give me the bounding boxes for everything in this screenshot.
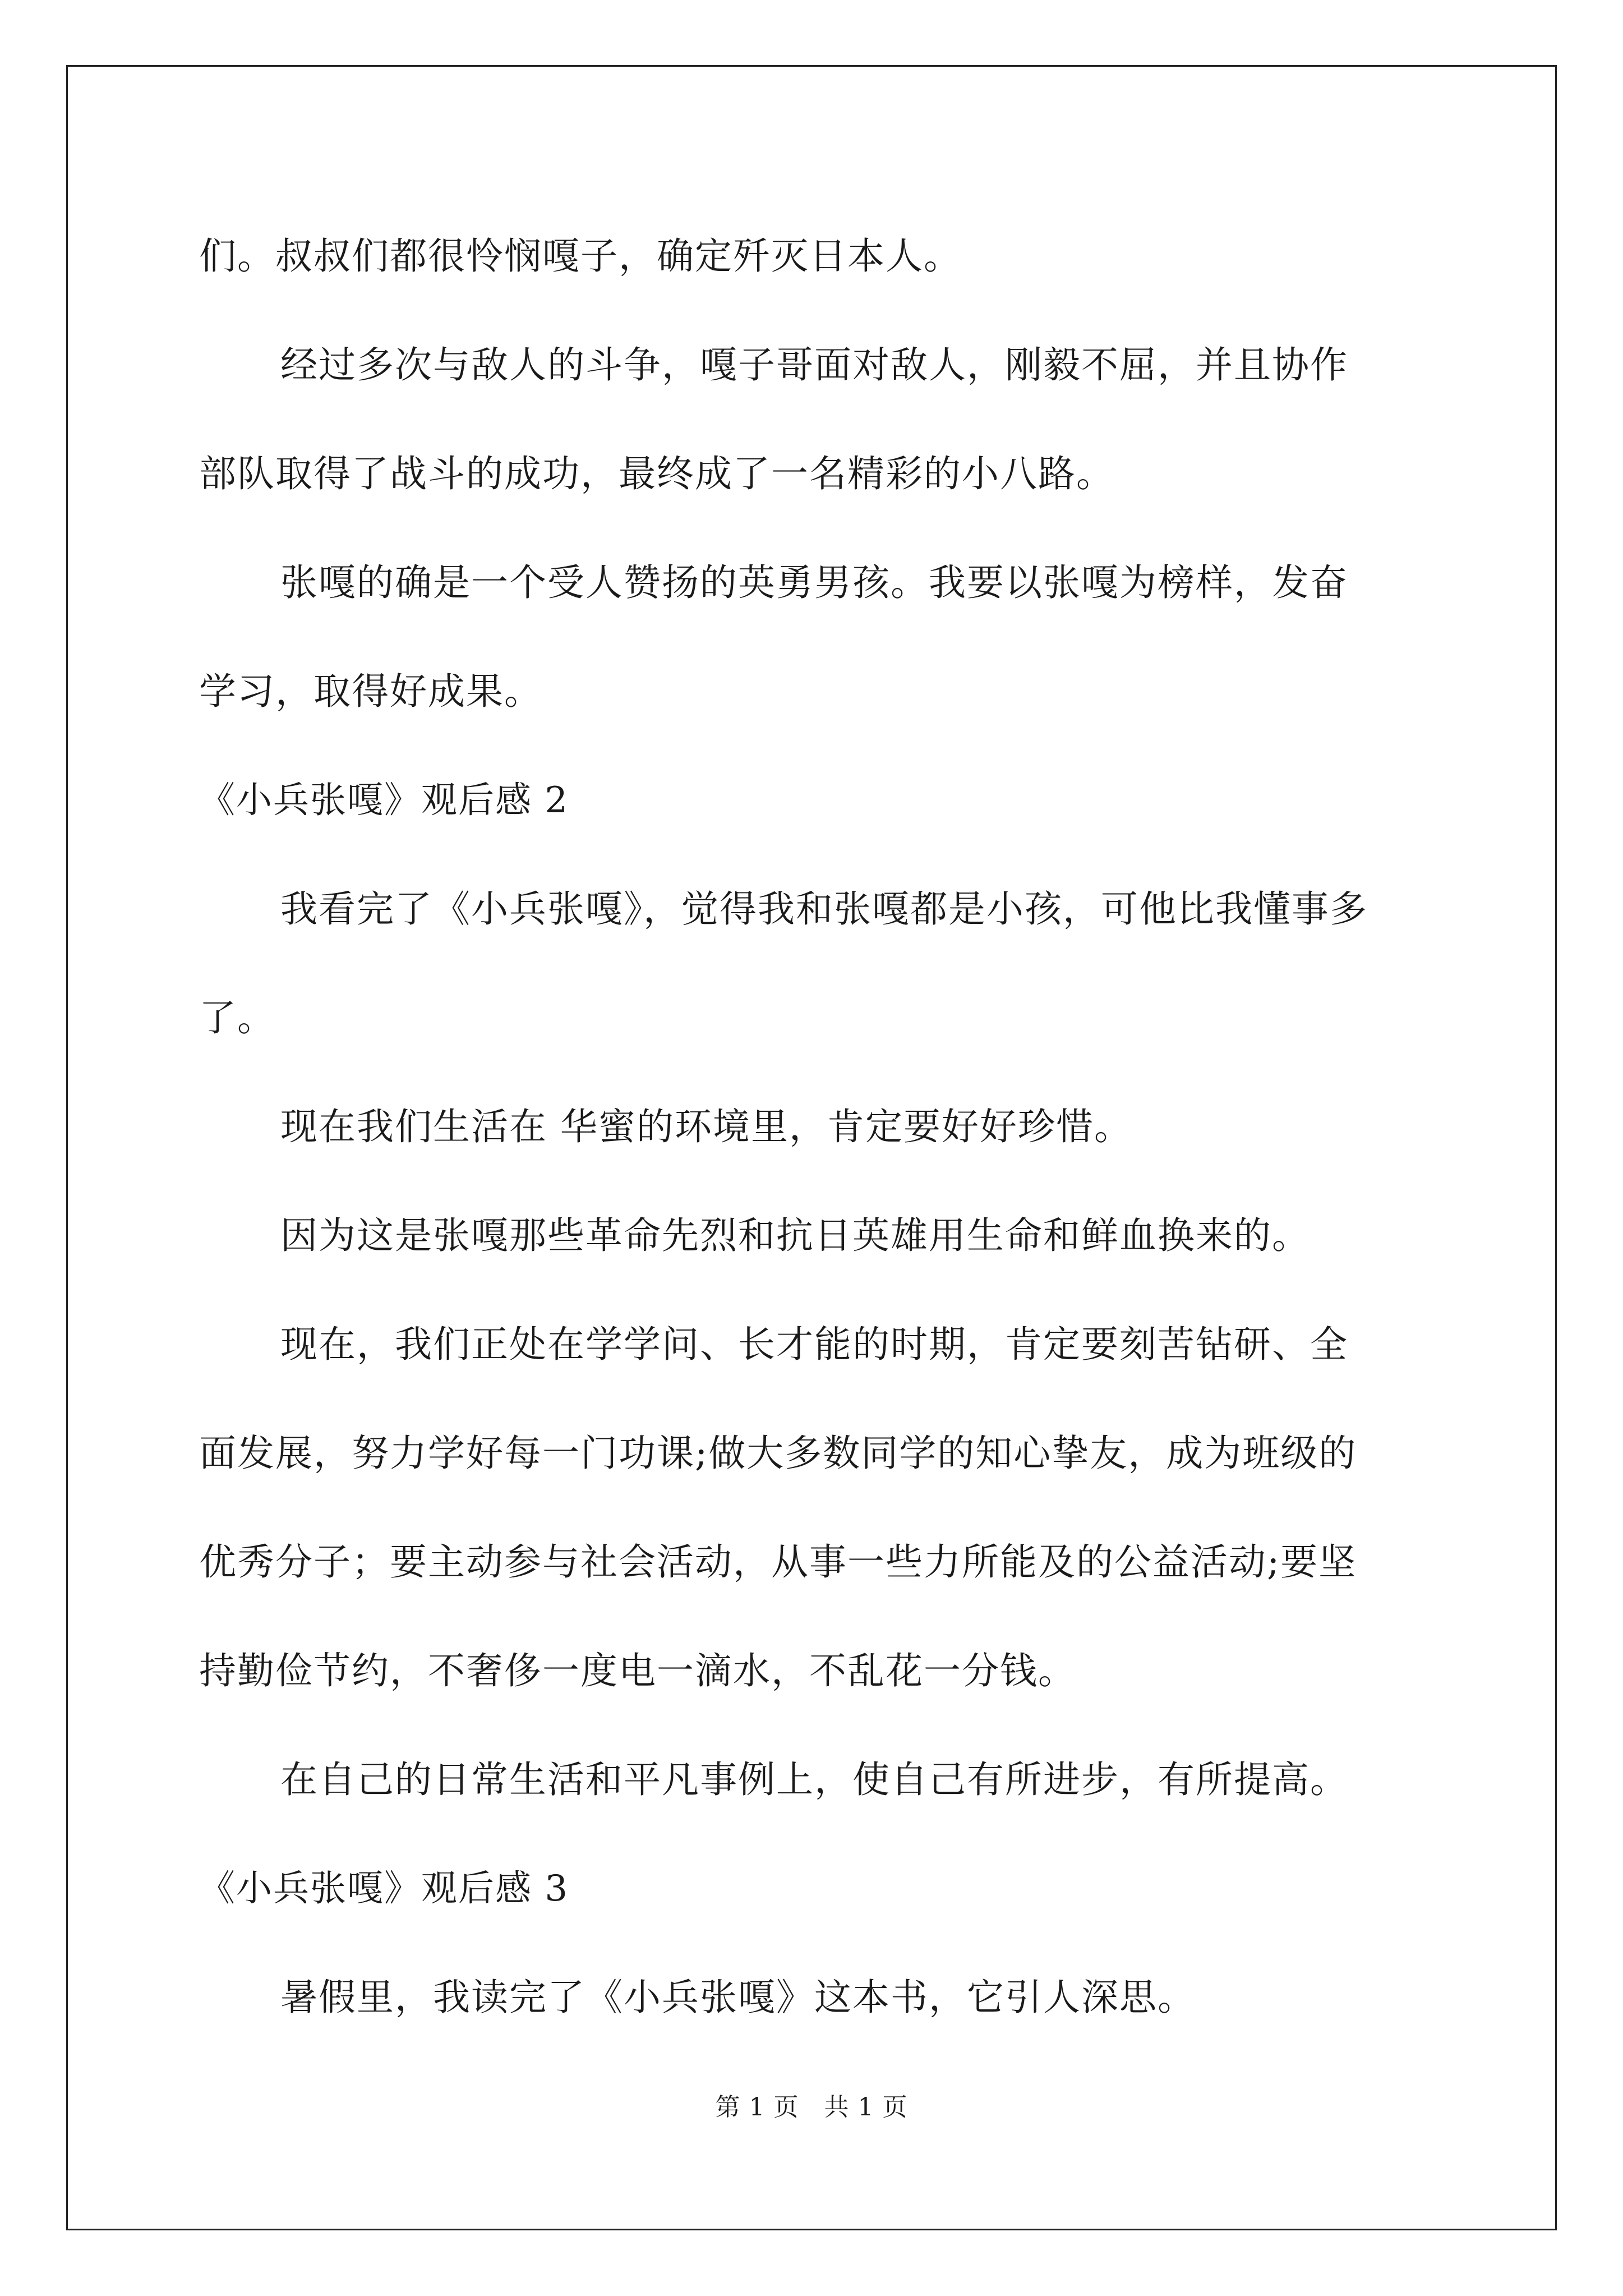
body-line-14: 持勤俭节约，不奢侈一度电一滴水，不乱花一分钱。 — [199, 1649, 1076, 1692]
document-body — [199, 202, 1433, 2052]
body-line-13: 优秀分子；要主动参与社会活动，从事一些力所能及的公益活动;要坚 — [199, 1540, 1357, 1584]
section-heading-2: 《小兵张嘎》观后感 2 — [199, 780, 569, 821]
body-line-12: 面发展，努力学好每一门功课;做大多数同学的知心挚友，成为班级的 — [199, 1432, 1357, 1475]
body-line-7: 我看完了《小兵张嘎》，觉得我和张嘎都是小孩，可他比我懂事多 — [280, 887, 1368, 931]
body-line-9: 现在我们生活在 华蜜的环境里，肯定要好好珍惜。 — [280, 1105, 1132, 1148]
body-line-5: 学习，取得好成果。 — [199, 670, 542, 713]
body-line-3: 部队取得了战斗的成功，最终成了一名精彩的小八路。 — [199, 452, 1114, 495]
body-line-15: 在自己的日常生活和平凡事例上，使自己有所进步，有所提高。 — [280, 1758, 1348, 1801]
body-line-11: 现在，我们正处在学学问、长才能的时期，肯定要刻苦钻研、全 — [280, 1323, 1348, 1366]
body-line-10: 因为这是张嘎那些革命先烈和抗日英雄用生命和鲜血换来的。 — [280, 1214, 1310, 1257]
body-line-4: 张嘎的确是一个受人赞扬的英勇男孩。我要以张嘎为榜样，发奋 — [280, 561, 1348, 604]
body-line-2: 经过多次与敌人的斗争，嘎子哥面对敌人，刚毅不屈，并且协作 — [280, 343, 1348, 386]
body-line-1: 们。叔叔们都很怜悯嘎子，确定歼灭日本人。 — [199, 234, 962, 278]
body-line-8: 了。 — [199, 996, 275, 1039]
page-footer: 第 1 页 共 1 页 — [715, 2093, 908, 2122]
section-heading-3: 《小兵张嘎》观后感 3 — [199, 1868, 569, 1910]
body-line-17: 暑假里，我读完了《小兵张嘎》这本书，它引人深思。 — [280, 1976, 1196, 2019]
